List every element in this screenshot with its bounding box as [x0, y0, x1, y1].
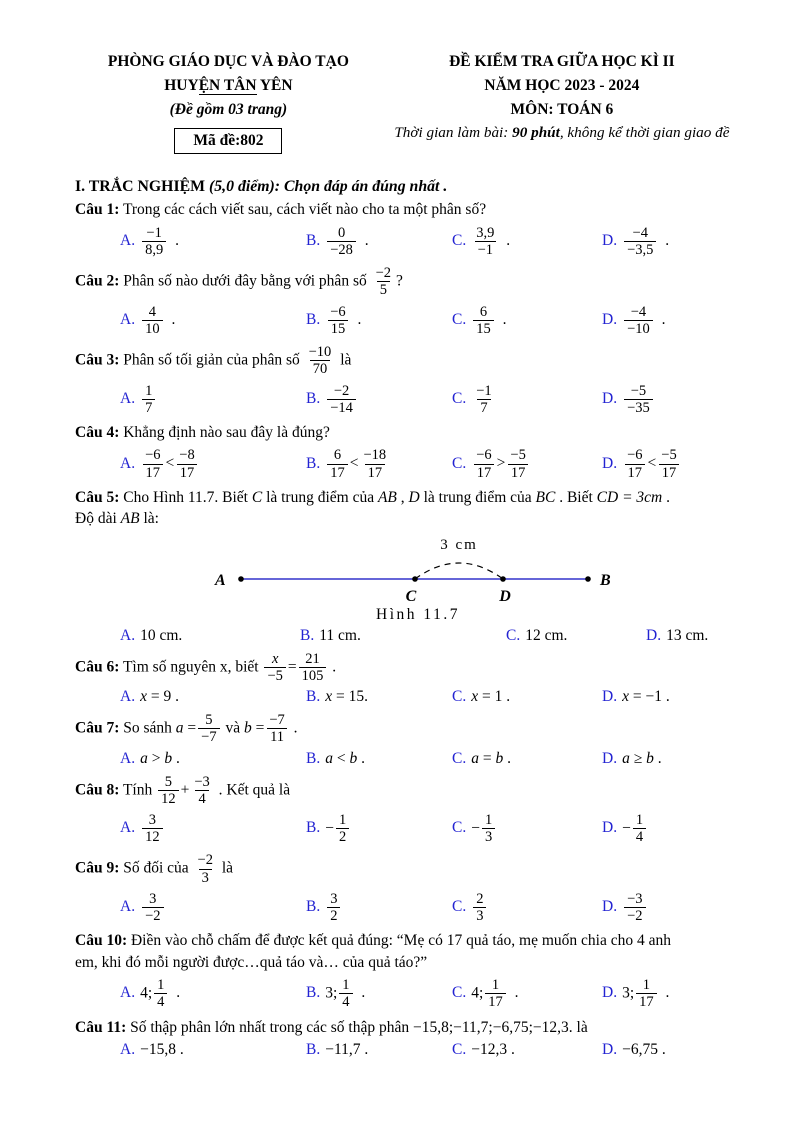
point-b-dot — [585, 576, 591, 582]
option-letter: C. — [452, 898, 467, 916]
fraction: $\frac{1}{7}$ — [142, 383, 155, 416]
option-letter: A. — [120, 1041, 136, 1058]
fraction: $\frac{3}{12}$ — [142, 812, 163, 845]
question-3 — [75, 343, 742, 417]
point-a-label: A — [215, 571, 226, 589]
question-2 — [75, 264, 742, 338]
q9-options — [75, 890, 742, 925]
school-year: NĂM HỌC 2023 - 2024 — [484, 77, 640, 95]
fraction: $\frac{-1}{7}$ — [476, 382, 492, 416]
option-letter: A. — [120, 389, 136, 407]
q8-option-d: D. − $\frac{1}{4}$ — [602, 811, 742, 846]
q9-option-a — [120, 890, 306, 925]
option-letter: A. — [120, 454, 136, 472]
option-letter: C. — [506, 626, 521, 644]
option-letter: C. — [452, 819, 467, 837]
q10-option-c: C. 4; $\frac{1}{17}$ . — [452, 977, 519, 1011]
q11-stem: Câu 11: Số thập phân lớn nhất trong các số thập phân −15,8;−11,7;−6,75;−12,3. là — [75, 1018, 588, 1036]
segment-diagram — [203, 533, 633, 603]
fraction: $\frac{-5}{17}$ — [658, 447, 679, 480]
option-letter: D. — [602, 454, 618, 472]
question-4 — [75, 422, 742, 482]
option-letter: B. — [306, 389, 321, 407]
fraction: $\frac{3}{-2}$ — [142, 891, 163, 924]
duration-note: Thời gian làm bài: 90 phút, không kể thời gian giao đề — [394, 124, 730, 142]
q1-option-a: A. $\frac{-1}{8,9}$ . — [120, 224, 179, 258]
option-letter: C. — [452, 231, 467, 249]
q1-option-d: D. $\frac{-4}{-3,5}$ . — [602, 224, 670, 258]
fraction: $\frac{1}{3}$ — [482, 812, 495, 845]
option-letter: D. — [602, 984, 618, 1002]
header-left — [75, 50, 382, 154]
fraction: $\frac{-3}{4}$ — [194, 773, 210, 807]
fraction: $\frac{4}{10}$ — [142, 304, 163, 337]
fraction: $\frac{-4}{-10}$ — [624, 304, 653, 337]
department-name: PHÒNG GIÁO DỤC VÀ ĐÀO TẠO — [107, 53, 349, 70]
q4-option-c: C. $\frac{-6}{17}$ > $\frac{-5}{17}$ — [452, 446, 602, 481]
fraction: $\frac{1}{17}$ — [636, 977, 657, 1010]
q10-option-a: A. 4; $\frac{1}{4}$ . — [120, 977, 181, 1011]
q3-options — [75, 382, 742, 417]
q4-option-b: B. $\frac{6}{17}$ < $\frac{-18}{17}$ — [306, 446, 452, 481]
q2-option-d: D. $\frac{-4}{-10}$ . — [602, 303, 666, 337]
q7-option-c: C. a = b . — [452, 749, 511, 767]
option-letter: D. — [602, 389, 618, 407]
option-letter: D. — [646, 626, 662, 644]
point-a-dot — [238, 576, 244, 582]
question-5 — [75, 487, 742, 645]
fraction: $\frac{21}{105}$ — [299, 651, 327, 684]
fraction: $\frac{3,9}{-1}$ — [476, 224, 495, 258]
option-letter: B. — [300, 626, 315, 644]
option-letter: D. — [602, 231, 618, 249]
point-d-label: D — [499, 587, 511, 603]
option-letter: C. — [452, 688, 467, 706]
q11-option-c: C. −12,3 . — [452, 1041, 515, 1058]
q9-stem: Câu 9: Số đối của $\frac{-2}{3}$ là — [75, 852, 234, 886]
q2-stem: Câu 2: Phân số nào dưới đây bằng với phân số $\frac{-2}{5}$ ? — [75, 265, 403, 299]
q3-option-d — [602, 382, 742, 417]
q10-options — [75, 976, 742, 1011]
exam-title: ĐỀ KIỂM TRA GIỮA HỌC KÌ II — [449, 53, 675, 70]
subject-title: MÔN: TOÁN 6 — [510, 101, 614, 119]
option-letter: D. — [602, 898, 618, 916]
q1-stem: Câu 1: Trong các cách viết sau, cách viết nào cho ta một phân số? — [75, 201, 487, 219]
fraction: $\frac{6}{17}$ — [327, 447, 348, 480]
q3-option-b — [306, 382, 452, 417]
fraction: $\frac{-6}{17}$ — [624, 447, 645, 480]
fraction: $\frac{1}{4}$ — [633, 812, 646, 845]
q2-option-c: C. $\frac{6}{15}$ . — [452, 303, 507, 337]
fraction: $\frac{-8}{17}$ — [176, 447, 197, 480]
duration-value: 90 phút — [512, 124, 560, 142]
fraction: $\frac{-7}{11}$ — [266, 712, 287, 745]
q9-option-c — [452, 890, 602, 925]
q6-option-a: A. x = 9 . — [120, 688, 179, 706]
q3-stem: Câu 3: Phân số tối giản của phân số $\frac{-10}{70}$ là — [75, 344, 352, 378]
question-11 — [75, 1017, 742, 1059]
exam-code-box: Mã đề:802 — [174, 128, 282, 154]
point-c-dot — [412, 576, 418, 582]
fraction: $\frac{1}{17}$ — [485, 977, 506, 1010]
q4-stem: Câu 4: Khẳng định nào sau đây là đúng? — [75, 424, 330, 441]
figure-hinh-11-7 — [203, 533, 633, 624]
option-letter: D. — [602, 819, 618, 837]
pages-note: (Đề gồm 03 trang) — [169, 101, 288, 119]
option-letter: B. — [306, 819, 321, 837]
option-letter: D. — [602, 310, 618, 328]
length-label: 3 cm — [440, 536, 478, 553]
header-right — [382, 50, 742, 154]
dashed-arc — [415, 563, 503, 579]
fraction: $\frac{-3}{-2}$ — [624, 891, 645, 924]
q6-option-b: B. x = 15. — [306, 688, 368, 706]
option-letter: C. — [452, 1041, 467, 1058]
fraction: $\frac{2}{3}$ — [473, 891, 486, 924]
q5-option-c: C. 12 cm. — [506, 626, 568, 644]
q4-options — [75, 446, 742, 481]
option-letter: D. — [602, 1041, 618, 1058]
option-letter: B. — [306, 231, 321, 249]
fraction: $\frac{6}{15}$ — [473, 304, 494, 337]
q2-options — [75, 303, 742, 338]
q6-option-d: D. x = −1 . — [602, 688, 670, 706]
fraction: $\frac{-1}{8,9}$ — [142, 225, 166, 258]
q6-stem: Câu 6: Tìm số nguyên x, biết $\frac{x}{-5}$ = $\frac{21}{105}$ . — [75, 650, 337, 684]
underlined-text: ỆN TÂN — [198, 77, 257, 95]
fraction: $\frac{-4}{-3,5}$ — [624, 225, 656, 258]
fraction: $\frac{0}{-28}$ — [327, 225, 356, 258]
q11-option-b: B. −11,7 . — [306, 1041, 369, 1058]
option-letter: A. — [120, 688, 136, 706]
question-10 — [75, 930, 742, 1011]
point-b-label: B — [600, 571, 611, 589]
q5-option-d: D. 13 cm. — [646, 626, 709, 644]
fraction: $\frac{-10}{70}$ — [308, 344, 332, 378]
q8-option-b: B. − $\frac{1}{2}$ — [306, 811, 452, 846]
option-letter: D. — [602, 749, 618, 767]
q6-option-c: C. x = 1 . — [452, 688, 511, 706]
question-6 — [75, 650, 742, 706]
q1-options — [75, 224, 742, 259]
option-letter: B. — [306, 898, 321, 916]
option-letter: D. — [602, 688, 618, 706]
option-letter: B. — [306, 1041, 321, 1058]
q9-option-d — [602, 890, 742, 925]
option-letter: A. — [120, 749, 136, 767]
q7-option-a: A. a > b . — [120, 749, 180, 767]
fraction: $\frac{1}{2}$ — [336, 812, 349, 845]
fraction: $\frac{3}{2}$ — [327, 891, 340, 924]
q1-option-b: B. $\frac{0}{-28}$ . — [306, 224, 369, 258]
q8-options — [75, 811, 742, 846]
q7-option-d: D. a ≥ b . — [602, 749, 662, 767]
q5-option-a: A. 10 cm. — [120, 626, 183, 644]
q4-option-a: A. $\frac{-6}{17}$ < $\frac{-8}{17}$ — [120, 446, 306, 481]
q5-stem-line2: Độ dài AB là: — [75, 510, 159, 528]
option-letter: A. — [120, 898, 136, 916]
exam-header — [75, 50, 742, 154]
fraction: $\frac{-5}{-35}$ — [624, 383, 653, 416]
q2-option-a: A. $\frac{4}{10}$ . — [120, 303, 176, 337]
q5-option-b: B. 11 cm. — [300, 626, 361, 644]
fraction: $\frac{-2}{3}$ — [197, 852, 213, 886]
option-letter: A. — [120, 819, 136, 837]
option-letter: A. — [120, 626, 136, 644]
fraction: $\frac{1}{4}$ — [339, 977, 352, 1010]
q3-option-c — [452, 382, 602, 417]
district-name: HUYỆN TÂN YÊN — [164, 77, 293, 95]
question-1 — [75, 199, 742, 259]
question-8 — [75, 773, 742, 847]
q2-option-b: B. $\frac{-6}{15}$ . — [306, 303, 362, 337]
option-letter: C. — [452, 454, 467, 472]
fraction: $\frac{5}{12}$ — [158, 774, 179, 807]
q11-option-d: D. −6,75 . — [602, 1041, 666, 1058]
q10-stem-line2: em, khi đó mỗi người được…quả táo và… của quả táo?” — [75, 953, 428, 971]
option-letter: A. — [120, 310, 136, 328]
point-c-label: C — [405, 587, 417, 603]
option-letter: B. — [306, 688, 321, 706]
q7-options — [75, 750, 742, 768]
q7-option-b: B. a < b . — [306, 749, 365, 767]
fraction: $\frac{5}{-7}$ — [198, 712, 219, 745]
q8-stem: Câu 8: Tính $\frac{5}{12}$ + $\frac{-3}{4}$ . Kết quả là — [75, 773, 291, 807]
q10-option-d: D. 3; $\frac{1}{17}$ . — [602, 977, 670, 1011]
q11-options — [75, 1041, 742, 1059]
q8-option-a — [120, 811, 306, 846]
q6-options — [75, 688, 742, 706]
q5-stem: Câu 5: Cho Hình 11.7. Biết C là trung điểm của AB , D là trung điểm của BC . Biết CD = 3cm . — [75, 488, 670, 506]
fraction: $\frac{-18}{17}$ — [363, 447, 387, 481]
q10-stem: Câu 10: Điền vào chỗ chấm để được kết quả đúng: “Mẹ có 17 quả táo, mẹ muốn chia cho 4 anh — [75, 932, 671, 950]
fraction: $\frac{-6}{15}$ — [327, 304, 348, 337]
fraction: $\frac{-6}{17}$ — [473, 447, 494, 480]
q11-option-a: A. −15,8 . — [120, 1041, 184, 1058]
question-9 — [75, 851, 742, 925]
option-letter: C. — [452, 389, 467, 407]
option-letter: B. — [306, 749, 321, 767]
section-title: I. TRẮC NGHIỆM (5,0 điểm): Chọn đáp án đúng nhất . — [75, 178, 448, 196]
option-letter: A. — [120, 984, 136, 1002]
figure-caption: Hình 11.7 — [376, 605, 460, 623]
fraction: $\frac{1}{4}$ — [154, 977, 167, 1010]
point-d-dot — [500, 576, 506, 582]
option-letter: C. — [452, 984, 467, 1002]
q1-option-c: C. $\frac{3,9}{-1}$ . — [452, 224, 511, 258]
fraction: $\frac{-2}{5}$ — [375, 265, 392, 299]
option-letter: B. — [306, 454, 321, 472]
question-7 — [75, 711, 742, 767]
q9-option-b — [306, 890, 452, 925]
option-letter: A. — [120, 231, 136, 249]
fraction: $\frac{-5}{17}$ — [507, 447, 528, 480]
q3-option-a — [120, 382, 306, 417]
q5-options — [75, 627, 742, 645]
fraction: $\frac{x}{-5}$ — [264, 651, 285, 684]
q4-option-d: D. $\frac{-6}{17}$ < $\frac{-5}{17}$ — [602, 446, 742, 481]
option-letter: B. — [306, 984, 321, 1002]
option-letter: C. — [452, 749, 467, 767]
q8-option-c: C. − $\frac{1}{3}$ — [452, 811, 602, 846]
option-letter: C. — [452, 310, 467, 328]
fraction: $\frac{-6}{17}$ — [142, 447, 163, 480]
q7-stem: Câu 7: So sánh a = $\frac{5}{-7}$ và b = $\frac{-7}{11}$ . — [75, 712, 298, 746]
fraction: $\frac{-2}{-14}$ — [327, 383, 356, 416]
q10-option-b: B. 3; $\frac{1}{4}$ . — [306, 977, 366, 1011]
option-letter: B. — [306, 310, 321, 328]
